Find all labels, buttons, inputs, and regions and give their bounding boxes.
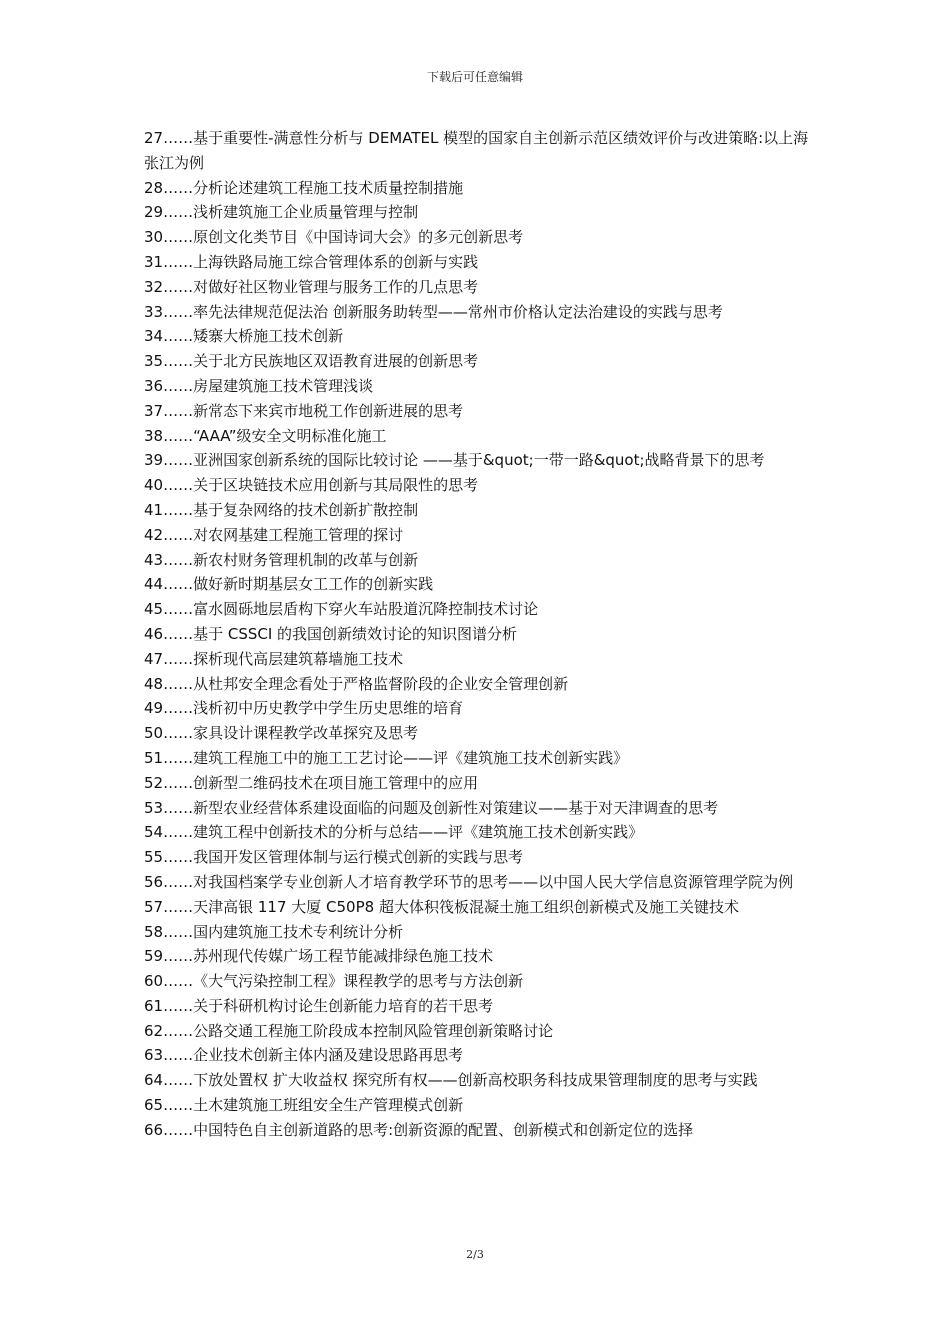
- list-item: 31……上海铁路局施工综合管理体系的创新与实践: [144, 252, 479, 271]
- list-item: 48……从杜邦安全理念看处于严格监督阶段的企业安全管理创新: [144, 674, 569, 693]
- list-item: 54……建筑工程中创新技术的分析与总结——评《建筑施工技术创新实践》: [144, 823, 644, 842]
- document-body: [144, 126, 816, 1143]
- list-item: 63……企业技术创新主体内涵及建设思路再思考: [144, 1046, 464, 1065]
- list-item: 40……关于区块链技术应用创新与其局限性的思考: [144, 476, 479, 495]
- list-item: 62……公路交通工程施工阶段成本控制风险管理创新策略讨论: [144, 1021, 554, 1040]
- page-number: 2/3: [466, 1248, 484, 1261]
- list-item: 55……我国开发区管理体制与运行模式创新的实践与思考: [144, 848, 524, 867]
- list-item: 61……关于科研机构讨论生创新能力培育的若干思考: [144, 996, 494, 1015]
- list-item: 50……家具设计课程教学改革探究及思考: [144, 724, 419, 743]
- list-item: 35……关于北方民族地区双语教育进展的创新思考: [144, 352, 479, 371]
- list-item: 43……新农村财务管理机制的改革与创新: [144, 550, 419, 569]
- list-item: 38……“AAA”级安全文明标准化施工: [144, 426, 387, 445]
- page-header: 下载后可任意编辑: [426, 70, 523, 84]
- list-item: 46……基于 CSSCI 的我国创新绩效讨论的知识图谱分析: [144, 624, 518, 643]
- list-item: 47……探析现代高层建筑幕墙施工技术: [144, 649, 404, 668]
- list-item: 28……分析论述建筑工程施工技术质量控制措施: [144, 178, 464, 197]
- list-item: 39……亚洲国家创新系统的国际比较讨论 ——基于&quot;一带一路&quot;战略背景下的思考: [144, 451, 765, 470]
- list-item: 34……矮寨大桥施工技术创新: [144, 327, 344, 346]
- list-item: 36……房屋建筑施工技术管理浅谈: [144, 376, 374, 395]
- list-item: 51……建筑工程施工中的施工工艺讨论——评《建筑施工技术创新实践》: [144, 748, 629, 767]
- list-item: 42……对农网基建工程施工管理的探讨: [144, 525, 404, 544]
- list-item: 49……浅析初中历史教学中学生历史思维的培育: [144, 699, 464, 718]
- list-item: 64……下放处置权 扩大收益权 探究所有权——创新高校职务科技成果管理制度的思考与实践: [144, 1071, 758, 1090]
- list-item: 30……原创文化类节目《中国诗词大会》的多元创新思考: [144, 228, 524, 247]
- list-item: 60……《大气污染控制工程》课程教学的思考与方法创新: [144, 972, 524, 991]
- list-item: 45……富水圆砾地层盾构下穿火车站股道沉降控制技术讨论: [144, 600, 539, 619]
- list-item: 52……创新型二维码技术在项目施工管理中的应用: [144, 773, 479, 792]
- list-item: 66……中国特色自主创新道路的思考:创新资源的配置、创新模式和创新定位的选择: [144, 1120, 694, 1139]
- list-item: 65……土木建筑施工班组安全生产管理模式创新: [144, 1096, 464, 1115]
- list-item: 32……对做好社区物业管理与服务工作的几点思考: [144, 277, 479, 296]
- list-item: 44……做好新时期基层女工工作的创新实践: [144, 575, 434, 594]
- list-item: 33……率先法律规范促法治 创新服务助转型——常州市价格认定法治建设的实践与思考: [144, 302, 723, 321]
- list-item: 29……浅析建筑施工企业质量管理与控制: [144, 203, 419, 222]
- list-item: 27……基于重要性-满意性分析与 DEMATEL 模型的国家自主创新示范区绩效评价与改进策略:以上海张江为例: [144, 129, 809, 172]
- list-item: 53……新型农业经营体系建设面临的问题及创新性对策建议——基于对天津调查的思考: [144, 798, 719, 817]
- list-item: 41……基于复杂网络的技术创新扩散控制: [144, 500, 419, 519]
- list-item: 58……国内建筑施工技术专利统计分析: [144, 922, 404, 941]
- list-item: 37……新常态下来宾市地税工作创新进展的思考: [144, 401, 464, 420]
- list-item: 59……苏州现代传媒广场工程节能减排绿色施工技术: [144, 947, 494, 966]
- list-item: 56……对我国档案学专业创新人才培育教学环节的思考——以中国人民大学信息资源管理学院为例: [144, 872, 794, 891]
- list-item: 57……天津高银 117 大厦 C50P8 超大体积筏板混凝土施工组织创新模式及施工关键技术: [144, 897, 739, 916]
